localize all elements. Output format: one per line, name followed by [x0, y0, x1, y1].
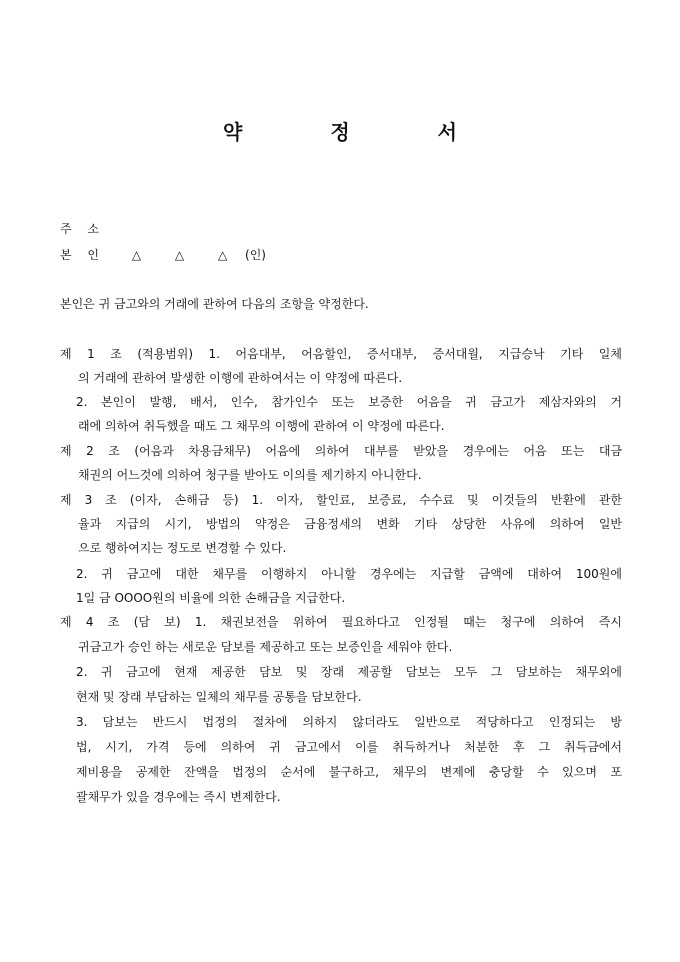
text-line: 법, 시기, 가격 등에 의하여 귀 금고에서 이를 취득하거나 처분한 후 그 취득금에서: [76, 740, 622, 754]
text-line: 귀금고가 승인 하는 새로운 담보를 제공하고 또는 보증인을 세워야 한다.: [78, 640, 453, 654]
person-label: 본 인: [60, 248, 105, 262]
text-line: 채권의 어느것에 의하여 청구를 받아도 이의를 제기하지 아니한다.: [78, 468, 422, 482]
text-line: 제 2 조 (어음과 차용금채무) 어음에 의하여 대부를 받았을 경우에는 어음 또는 대금: [60, 444, 622, 458]
text-line: 제 1 조 (적용범위) 1. 어음대부, 어음할인, 증서대부, 증서대월, 지급승낙 기타 일체: [60, 347, 622, 361]
text-line: 의 거래에 관하여 발생한 이행에 관하여서는 이 약정에 따른다.: [78, 371, 403, 385]
mark-1: △: [131, 248, 142, 262]
text-line: 제 4 조 (담 보) 1. 채권보전을 위하여 필요하다고 인정될 때는 청구에 의하여 즉시: [60, 615, 622, 629]
text-line: 래에 의하여 취득했을 때도 그 채무의 이행에 관하여 이 약정에 따른다.: [78, 419, 445, 433]
text-line: 2. 귀 금고에 현재 제공한 담보 및 장래 제공할 담보는 모두 그 담보하는 채무외에: [76, 665, 622, 679]
title-char-3: 서: [437, 120, 457, 144]
text-line: 3. 담보는 반드시 법정의 절차에 의하지 않더라도 일반으로 적당하다고 인정되는 방: [76, 715, 622, 729]
address-label: 주 소: [60, 222, 105, 236]
text-line: 제비용을 공제한 잔액을 법정의 순서에 불구하고, 채무의 변제에 충당할 수 있으며 포: [76, 765, 622, 779]
text-line: 1일 금 OOOO원의 비율에 의한 손해금을 지급한다.: [76, 591, 346, 605]
person-row: [60, 246, 296, 263]
text-line: 으로 행하여지는 정도로 변경할 수 있다.: [78, 541, 287, 555]
mark-3: △: [217, 248, 228, 262]
intro-paragraph: 본인은 귀 금고와의 거래에 관하여 다음의 조항을 약정한다.: [60, 297, 369, 311]
text-line: 2. 본인이 발행, 배서, 인수, 참가인수 또는 보증한 어음을 귀 금고가 제삼자와의 거: [76, 395, 622, 409]
mark-2: △: [174, 248, 185, 262]
text-line: 율과 지급의 시기, 방법의 약정은 금융정세의 변화 기타 상당한 사유에 의하여 일반: [78, 517, 622, 531]
seal-label: (인): [245, 248, 266, 262]
text-line: 2. 귀 금고에 대한 채무를 이행하지 아니할 경우에는 지급할 금액에 대하여 100원에: [76, 567, 622, 581]
address-row: [60, 220, 112, 237]
document-title: [0, 116, 680, 145]
title-char-1: 약: [223, 120, 243, 144]
text-line: 현재 및 장래 부담하는 일체의 채무를 공통을 담보한다.: [76, 690, 362, 704]
text-line: 제 3 조 (이자, 손해금 등) 1. 이자, 할인료, 보증료, 수수료 및 이것들의 반환에 관한: [60, 493, 622, 507]
text-line: 괄채무가 있을 경우에는 즉시 변제한다.: [76, 790, 281, 804]
title-char-2: 정: [330, 120, 350, 144]
